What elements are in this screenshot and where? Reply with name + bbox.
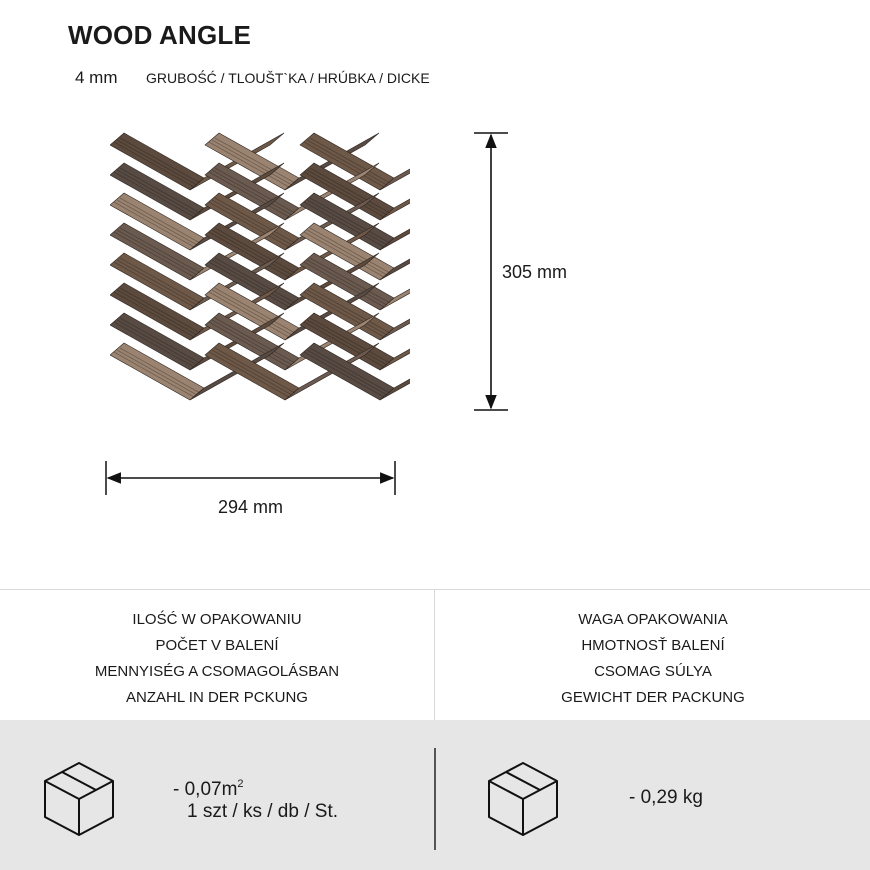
- quantity-label-hu: MENNYISÉG A CSOMAGOLÁSBAN: [94, 663, 340, 680]
- thickness-label: GRUBOŚĆ / TLOUŠT`KA / HRÚBKA / DICKE: [146, 70, 430, 86]
- quantity-label-cz: POČET V BALENÍ: [155, 637, 279, 654]
- weight-label-pl: WAGA OPAKOWANIA: [578, 611, 728, 628]
- package-info-values: [0, 720, 870, 870]
- column-divider: [434, 590, 435, 721]
- width-dimension-line: [106, 461, 395, 495]
- package-pieces-value: 1 szt / ks / db / St.: [187, 801, 338, 822]
- package-weight-value: - 0,29 kg: [629, 787, 703, 808]
- height-dimension-label: 305 mm: [502, 262, 568, 282]
- weight-label-hu: CSOMAG SÚLYA: [594, 663, 712, 680]
- weight-labels: [436, 607, 870, 711]
- weight-label-de: GEWICHT DER PACKUNG: [561, 689, 745, 706]
- box-icon: [486, 759, 560, 837]
- weight-label-sk: HMOTNOSŤ BALENÍ: [581, 637, 725, 654]
- package-info-labels: [0, 589, 870, 721]
- box-icon: [42, 759, 116, 837]
- thickness-value: 4 mm: [75, 68, 118, 87]
- values-divider: [434, 748, 436, 850]
- width-dimension-label: 294 mm: [218, 497, 284, 517]
- quantity-labels: [0, 607, 434, 711]
- product-title: WOOD ANGLE: [68, 20, 252, 50]
- quantity-label-pl: ILOŚĆ W OPAKOWANIU: [132, 611, 302, 628]
- package-area-value: - $0,07m^2$: [173, 778, 244, 800]
- quantity-label-de: ANZAHL IN DER PCKUNG: [126, 689, 308, 706]
